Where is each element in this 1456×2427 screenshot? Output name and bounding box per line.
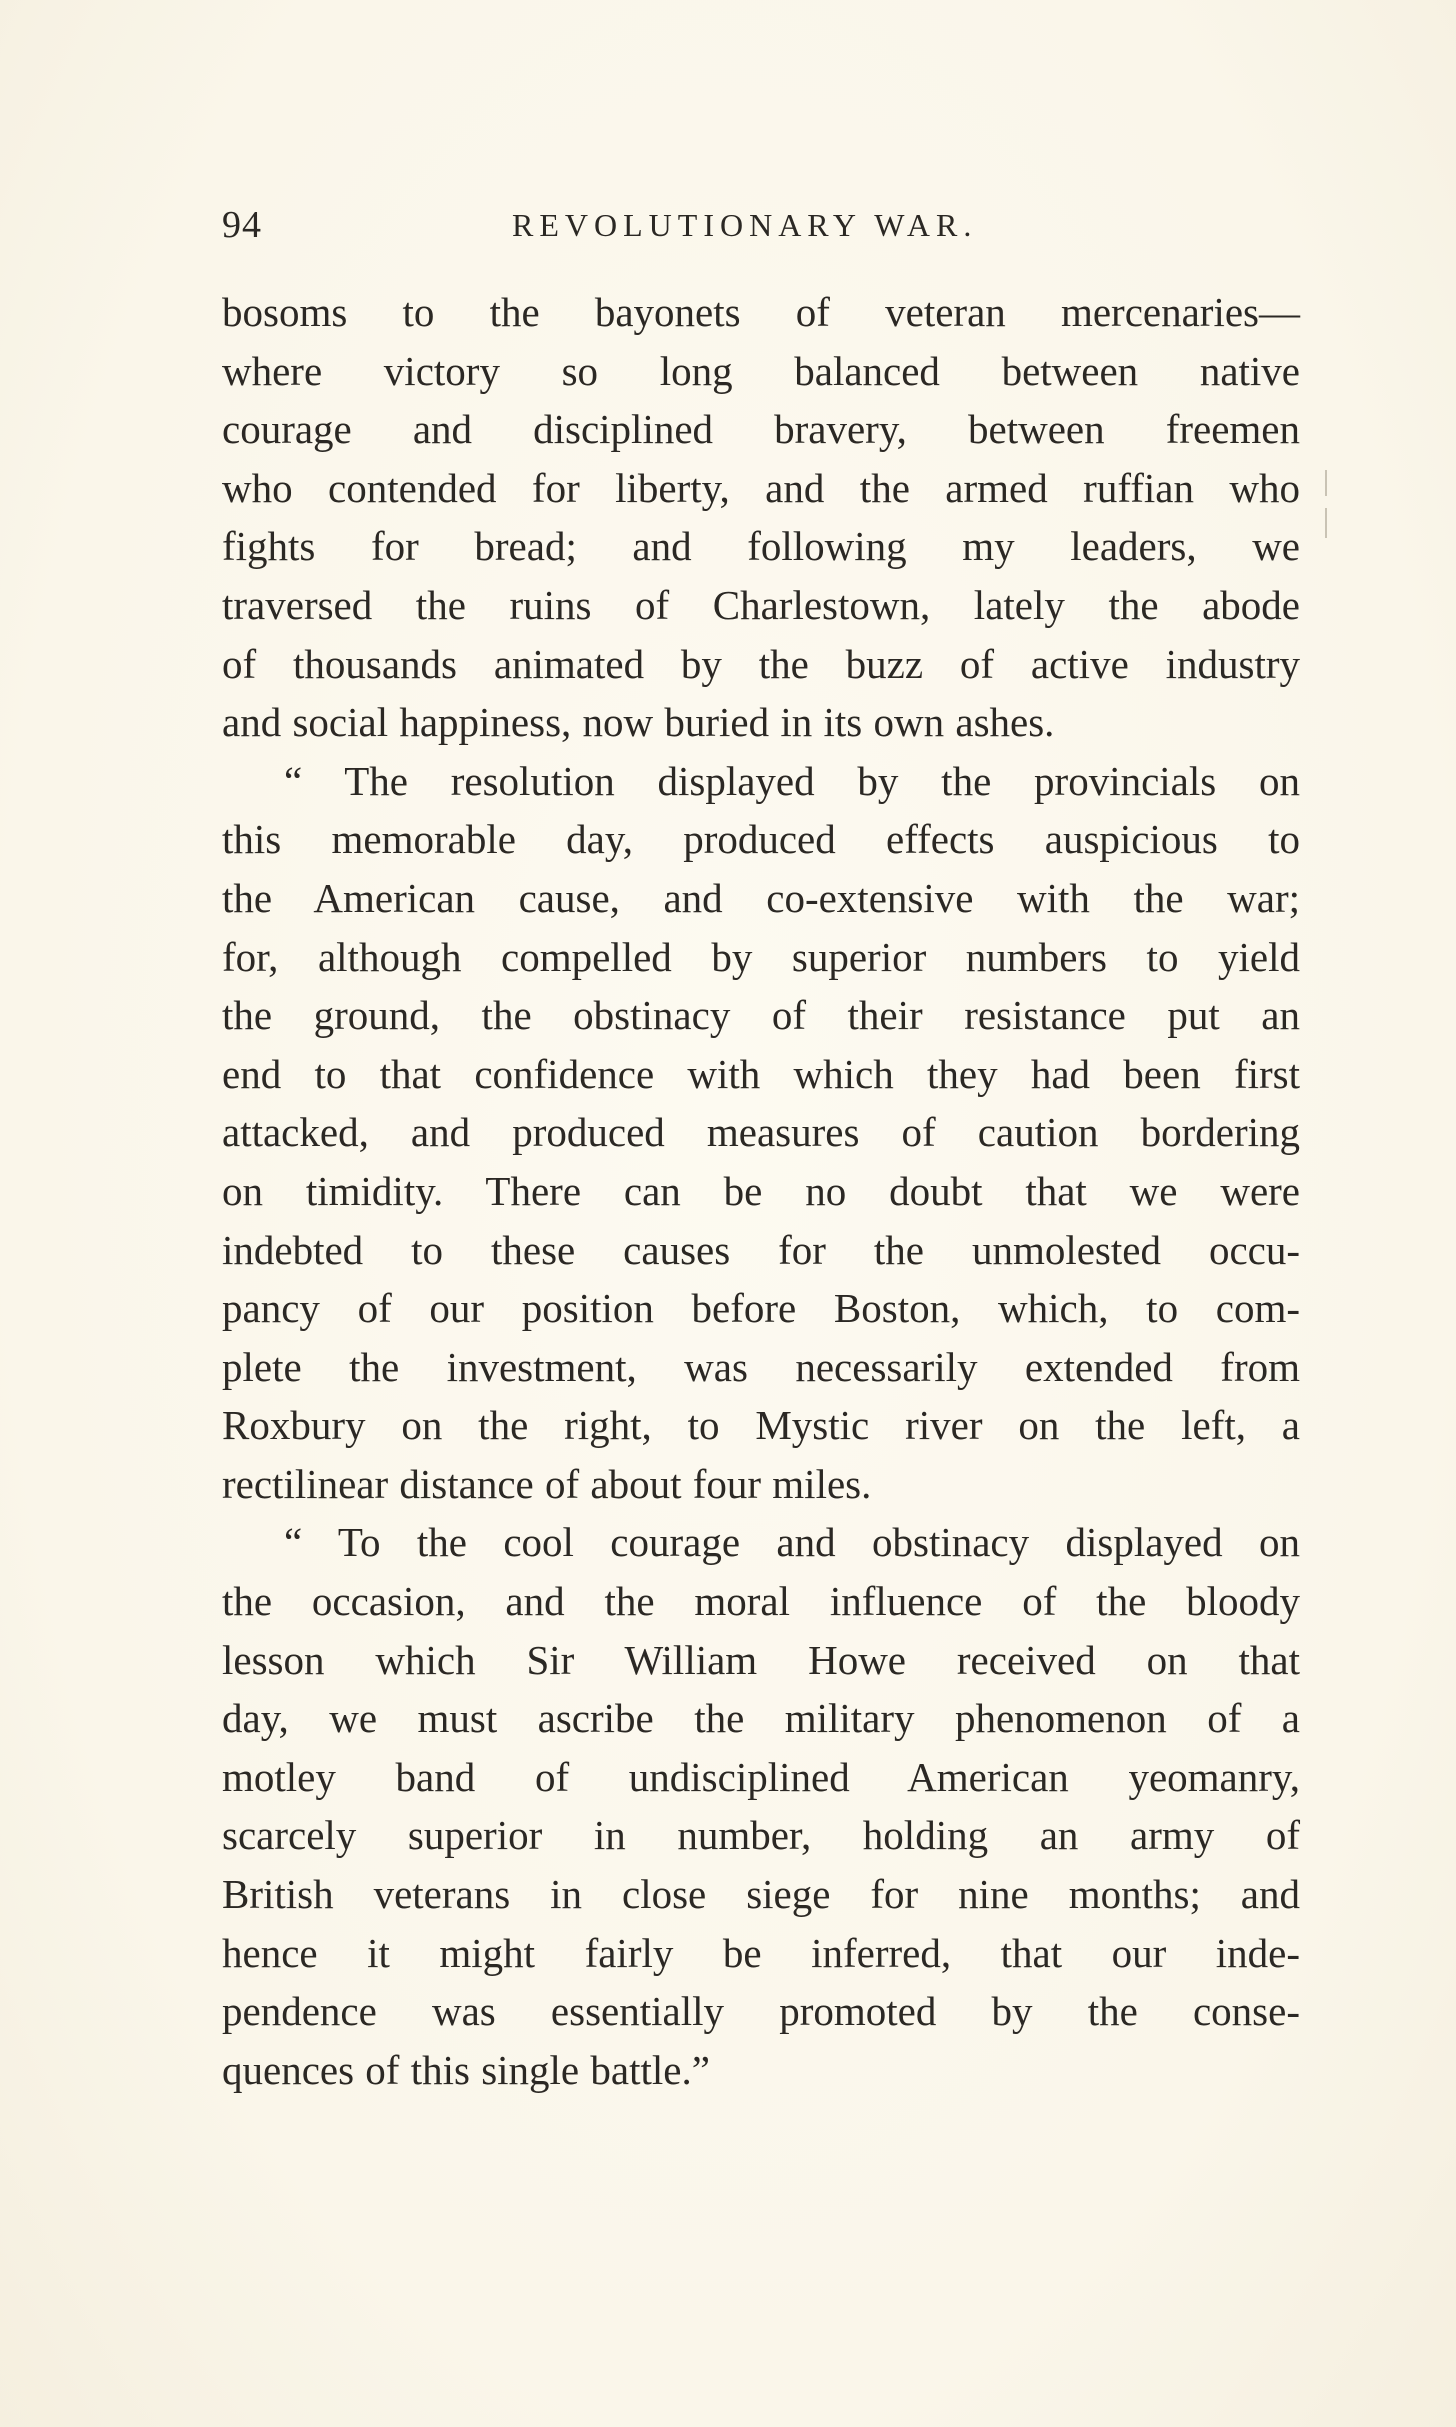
text-line: hence it might fairly be inferred, that our inde- — [222, 1929, 1300, 1976]
text-line: this memorable day, produced effects auspicious to — [222, 816, 1300, 863]
text-line: and social happiness, now buried in its own ashes. — [222, 699, 1055, 746]
margin-mark — [1325, 470, 1327, 496]
text-line: the ground, the obstinacy of their resistance put an — [222, 992, 1300, 1039]
text-line: traversed the ruins of Charlestown, lately the abode — [222, 581, 1300, 628]
text-line: bosoms to the bayonets of veteran mercenaries— — [222, 289, 1300, 335]
text-line: fights for bread; and following my leaders, we — [222, 523, 1300, 570]
text-line: on timidity. There can be no doubt that we were — [222, 1167, 1300, 1214]
page-number: 94 — [222, 204, 262, 246]
text-line: attacked, and produced measures of caution bordering — [222, 1109, 1300, 1156]
text-line: who contended for liberty, and the armed ruffian who — [222, 464, 1300, 511]
text-line: of thousands animated by the buzz of active industry — [222, 640, 1300, 687]
text-line: rectilinear distance of about four miles. — [222, 1460, 872, 1507]
text-line: end to that confidence with which they had been first — [222, 1050, 1300, 1097]
text-line: plete the investment, was necessarily extended from — [222, 1343, 1300, 1390]
margin-mark — [1325, 508, 1327, 538]
text-line: the occasion, and the moral influence of the bloody — [222, 1578, 1300, 1625]
text-line: courage and disciplined bravery, between freemen — [222, 406, 1300, 453]
text-line: British veterans in close siege for nine months; and — [222, 1871, 1300, 1918]
text-line: where victory so long balanced between native — [222, 347, 1300, 394]
paragraph-start-line: “ The resolution displayed by the provincials on — [284, 757, 1300, 804]
paragraph-start-line: “ To the cool courage and obstinacy displayed on — [284, 1519, 1300, 1566]
running-title: REVOLUTIONARY WAR. — [512, 207, 978, 243]
text-line: pendence was essentially promoted by the conse- — [222, 1988, 1300, 2035]
text-line: the American cause, and co-extensive with the war; — [222, 874, 1300, 921]
text-line: scarcely superior in number, holding an army of — [222, 1812, 1300, 1859]
text-line: day, we must ascribe the military phenomenon of a — [222, 1695, 1300, 1742]
running-head — [222, 203, 1282, 259]
text-line: Roxbury on the right, to Mystic river on the left, a — [222, 1402, 1300, 1449]
text-line: lesson which Sir William Howe received on that — [222, 1636, 1300, 1683]
text-line: quences of this single battle.” — [222, 2046, 710, 2093]
body-text — [222, 283, 1300, 2099]
text-line: for, although compelled by superior numbers to yield — [222, 933, 1300, 980]
text-line: pancy of our position before Boston, which, to com- — [222, 1285, 1300, 1332]
text-line: indebted to these causes for the unmolested occu- — [222, 1226, 1300, 1273]
text-line: motley band of undisciplined American yeomanry, — [222, 1753, 1300, 1800]
